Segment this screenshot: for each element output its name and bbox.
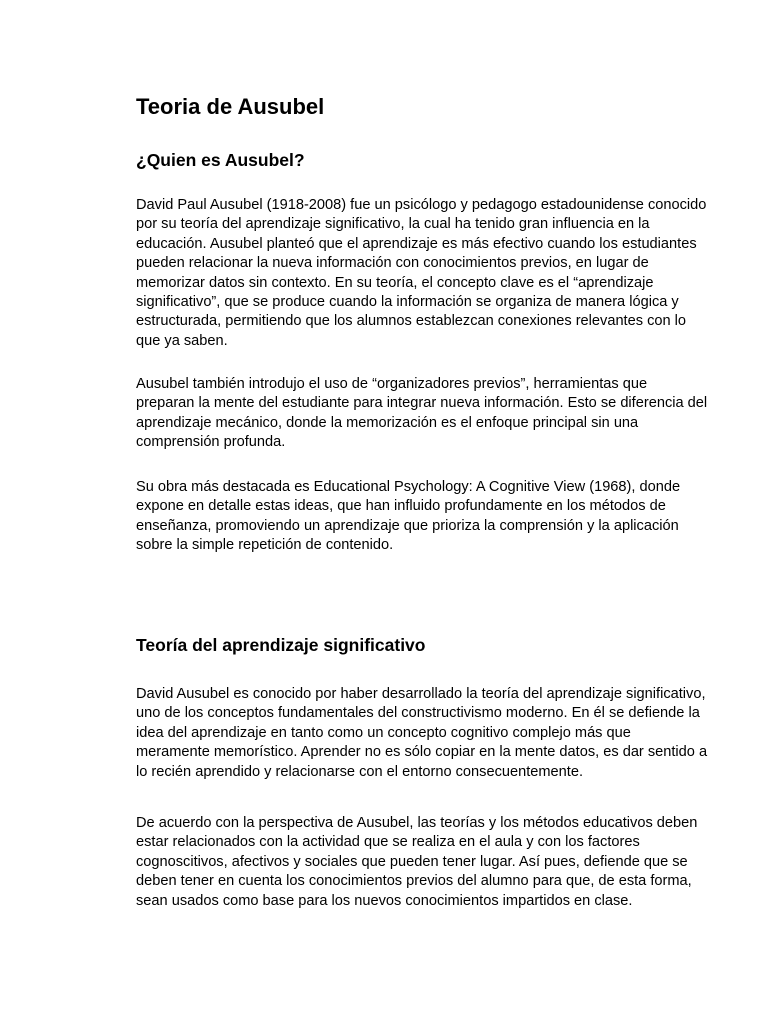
paragraph-teoria-definicion: David Ausubel es conocido por haber desarrollado la teoría del aprendizaje significativo, uno de los conceptos fundamentales del constructivismo moderno. En él se defiende la idea del aprendizaje en tanto como un concepto cognitivo complejo más que meramente memorístico. Aprender no es sólo copiar en la mente datos, es dar sentido a lo recién aprendido y relacionarse con el entorno consecuentemente.: [136, 686, 708, 780]
paragraph-perspectiva-ausubel: De acuerdo con la perspectiva de Ausubel, las teorías y los métodos educativos deben estar relacionados con la actividad que se realiza en el aula y con los factores cognoscitivos, afectivos y sociales que pueden tener lugar. Así pues, defiende que se deben tener en cuenta los conocimientos previos del alumno para que, de esta forma, sean usados como base para los nuevos conocimientos impartidos en clase.: [136, 815, 698, 909]
paragraph-obra-destacada: Su obra más destacada es Educational Psychology: A Cognitive View (1968), donde expone en detalle estas ideas, que han influido profundamente en los métodos de enseñanza, promoviendo un aprendizaje que prioriza la comprensión y la aplicación sobre la simple repetición de contenido.: [136, 479, 681, 554]
paragraph-biography: David Paul Ausubel (1918-2008) fue un psicólogo y pedagogo estadounidense conocido por su teoría del aprendizaje significativo, la cual ha tenido gran influencia en la educación. Ausubel planteó que el aprendizaje es más efectivo cuando los estudiantes pueden relacionar la nueva información con conocimientos previos, en lugar de memorizar datos sin contexto. En su teoría, el concepto clave es el “aprendizaje significativo”, que se produce cuando la información se organiza de manera lógica y estructurada, permitiendo que los alumnos establezcan conexiones relevantes con lo que ya saben.: [136, 197, 707, 349]
section-heading-teoria-aprendizaje: Teoría del aprendizaje significativo: [136, 635, 426, 655]
section-heading-quien-es-ausubel: ¿Quien es Ausubel?: [136, 150, 305, 170]
document-title: Teoria de Ausubel: [136, 94, 325, 119]
paragraph-organizadores-previos: Ausubel también introdujo el uso de “organizadores previos”, herramientas que preparan la mente del estudiante para integrar nueva información. Esto se diferencia del aprendizaje mecánico, donde la memorización es el enfoque principal sin una comprensión profunda.: [136, 376, 708, 451]
